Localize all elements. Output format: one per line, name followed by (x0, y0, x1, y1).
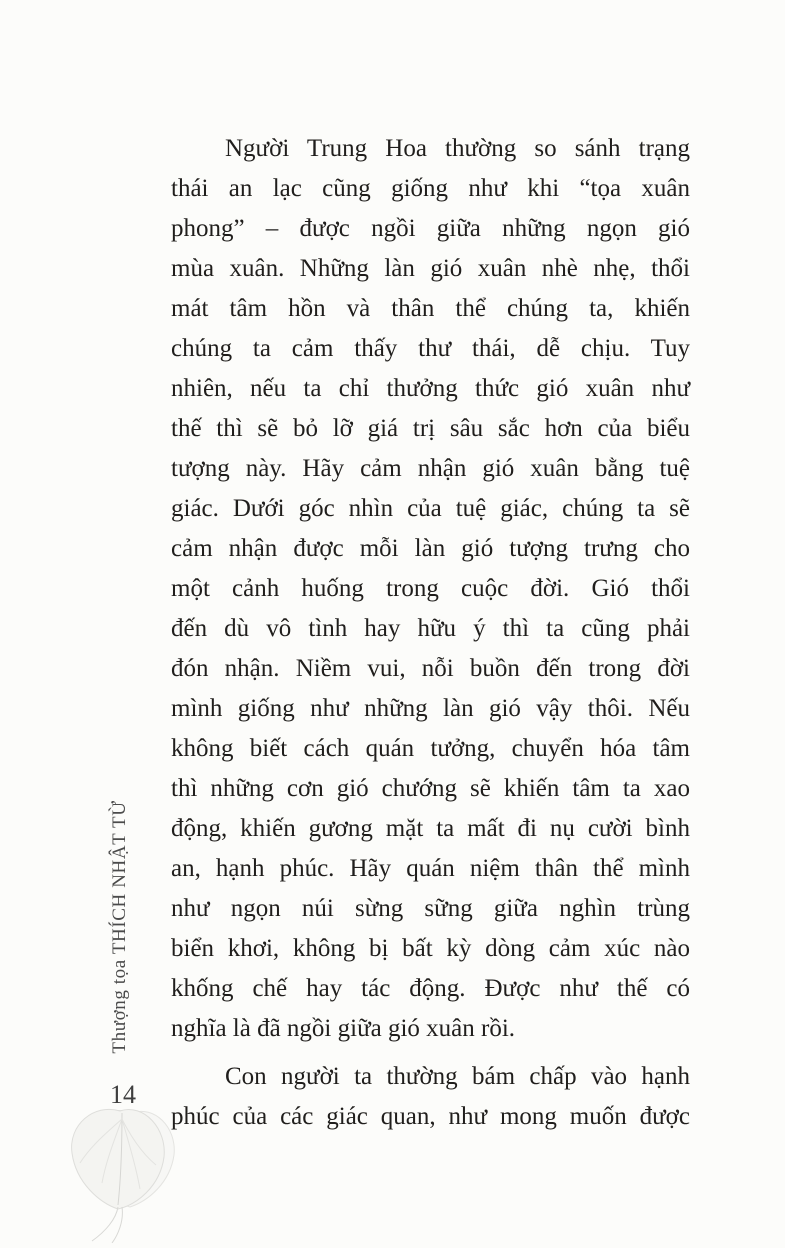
text-line: không biết cách quán tưởng, chuyển hóa tâm (171, 735, 690, 762)
text-line: một cảnh huống trong cuộc đời. Gió thổi (171, 575, 690, 602)
text-line: thái an lạc cũng giống như khi “tọa xuân (171, 175, 690, 202)
paragraph (171, 1057, 690, 1137)
text-line: thì những cơn gió chướng sẽ khiến tâm ta xao (171, 775, 690, 802)
text-line: nhiên, nếu ta chỉ thưởng thức gió xuân như (171, 375, 690, 402)
text-line: giác. Dưới góc nhìn của tuệ giác, chúng ta sẽ (171, 495, 690, 522)
text-line: Người Trung Hoa thường so sánh trạng (225, 135, 690, 162)
text-line: phúc của các giác quan, như mong muốn được (171, 1103, 690, 1130)
text-line: động, khiến gương mặt ta mất đi nụ cười bình (171, 815, 690, 842)
text-line: biển khơi, không bị bất kỳ dòng cảm xúc nào (171, 935, 690, 962)
text-line: mùa xuân. Những làn gió xuân nhè nhẹ, thổi (171, 255, 690, 282)
text-line: nghĩa là đã ngồi giữa gió xuân rồi. (171, 1015, 516, 1042)
text-line: tượng này. Hãy cảm nhận gió xuân bằng tuệ (171, 455, 690, 482)
text-line: đón nhận. Niềm vui, nỗi buồn đến trong đời (171, 655, 690, 682)
text-line: mình giống như những làn gió vậy thôi. Nếu (171, 695, 690, 722)
text-line: thế thì sẽ bỏ lỡ giá trị sâu sắc hơn của biểu (171, 415, 690, 442)
text-line: như ngọn núi sừng sững giữa nghìn trùng (171, 895, 690, 922)
text-line: an, hạnh phúc. Hãy quán niệm thân thể mình (171, 855, 690, 882)
text-line: mát tâm hồn và thân thể chúng ta, khiến (171, 295, 690, 322)
paragraph (171, 129, 690, 1049)
text-line: Con người ta thường bám chấp vào hạnh (225, 1063, 690, 1090)
page-number: 14 (110, 1080, 136, 1109)
text-line: phong” – được ngồi giữa những ngọn gió (171, 215, 690, 242)
author-vertical-text: Thượng tọa THÍCH NHẬT TỪ (109, 800, 130, 1054)
text-line: khống chế hay tác động. Được như thế có (171, 975, 690, 1002)
body-text (171, 129, 690, 1137)
text-line: chúng ta cảm thấy thư thái, dễ chịu. Tuy (171, 335, 690, 362)
text-line: cảm nhận được mỗi làn gió tượng trưng cho (171, 535, 690, 562)
text-line: đến dù vô tình hay hữu ý thì ta cũng phải (171, 615, 690, 642)
